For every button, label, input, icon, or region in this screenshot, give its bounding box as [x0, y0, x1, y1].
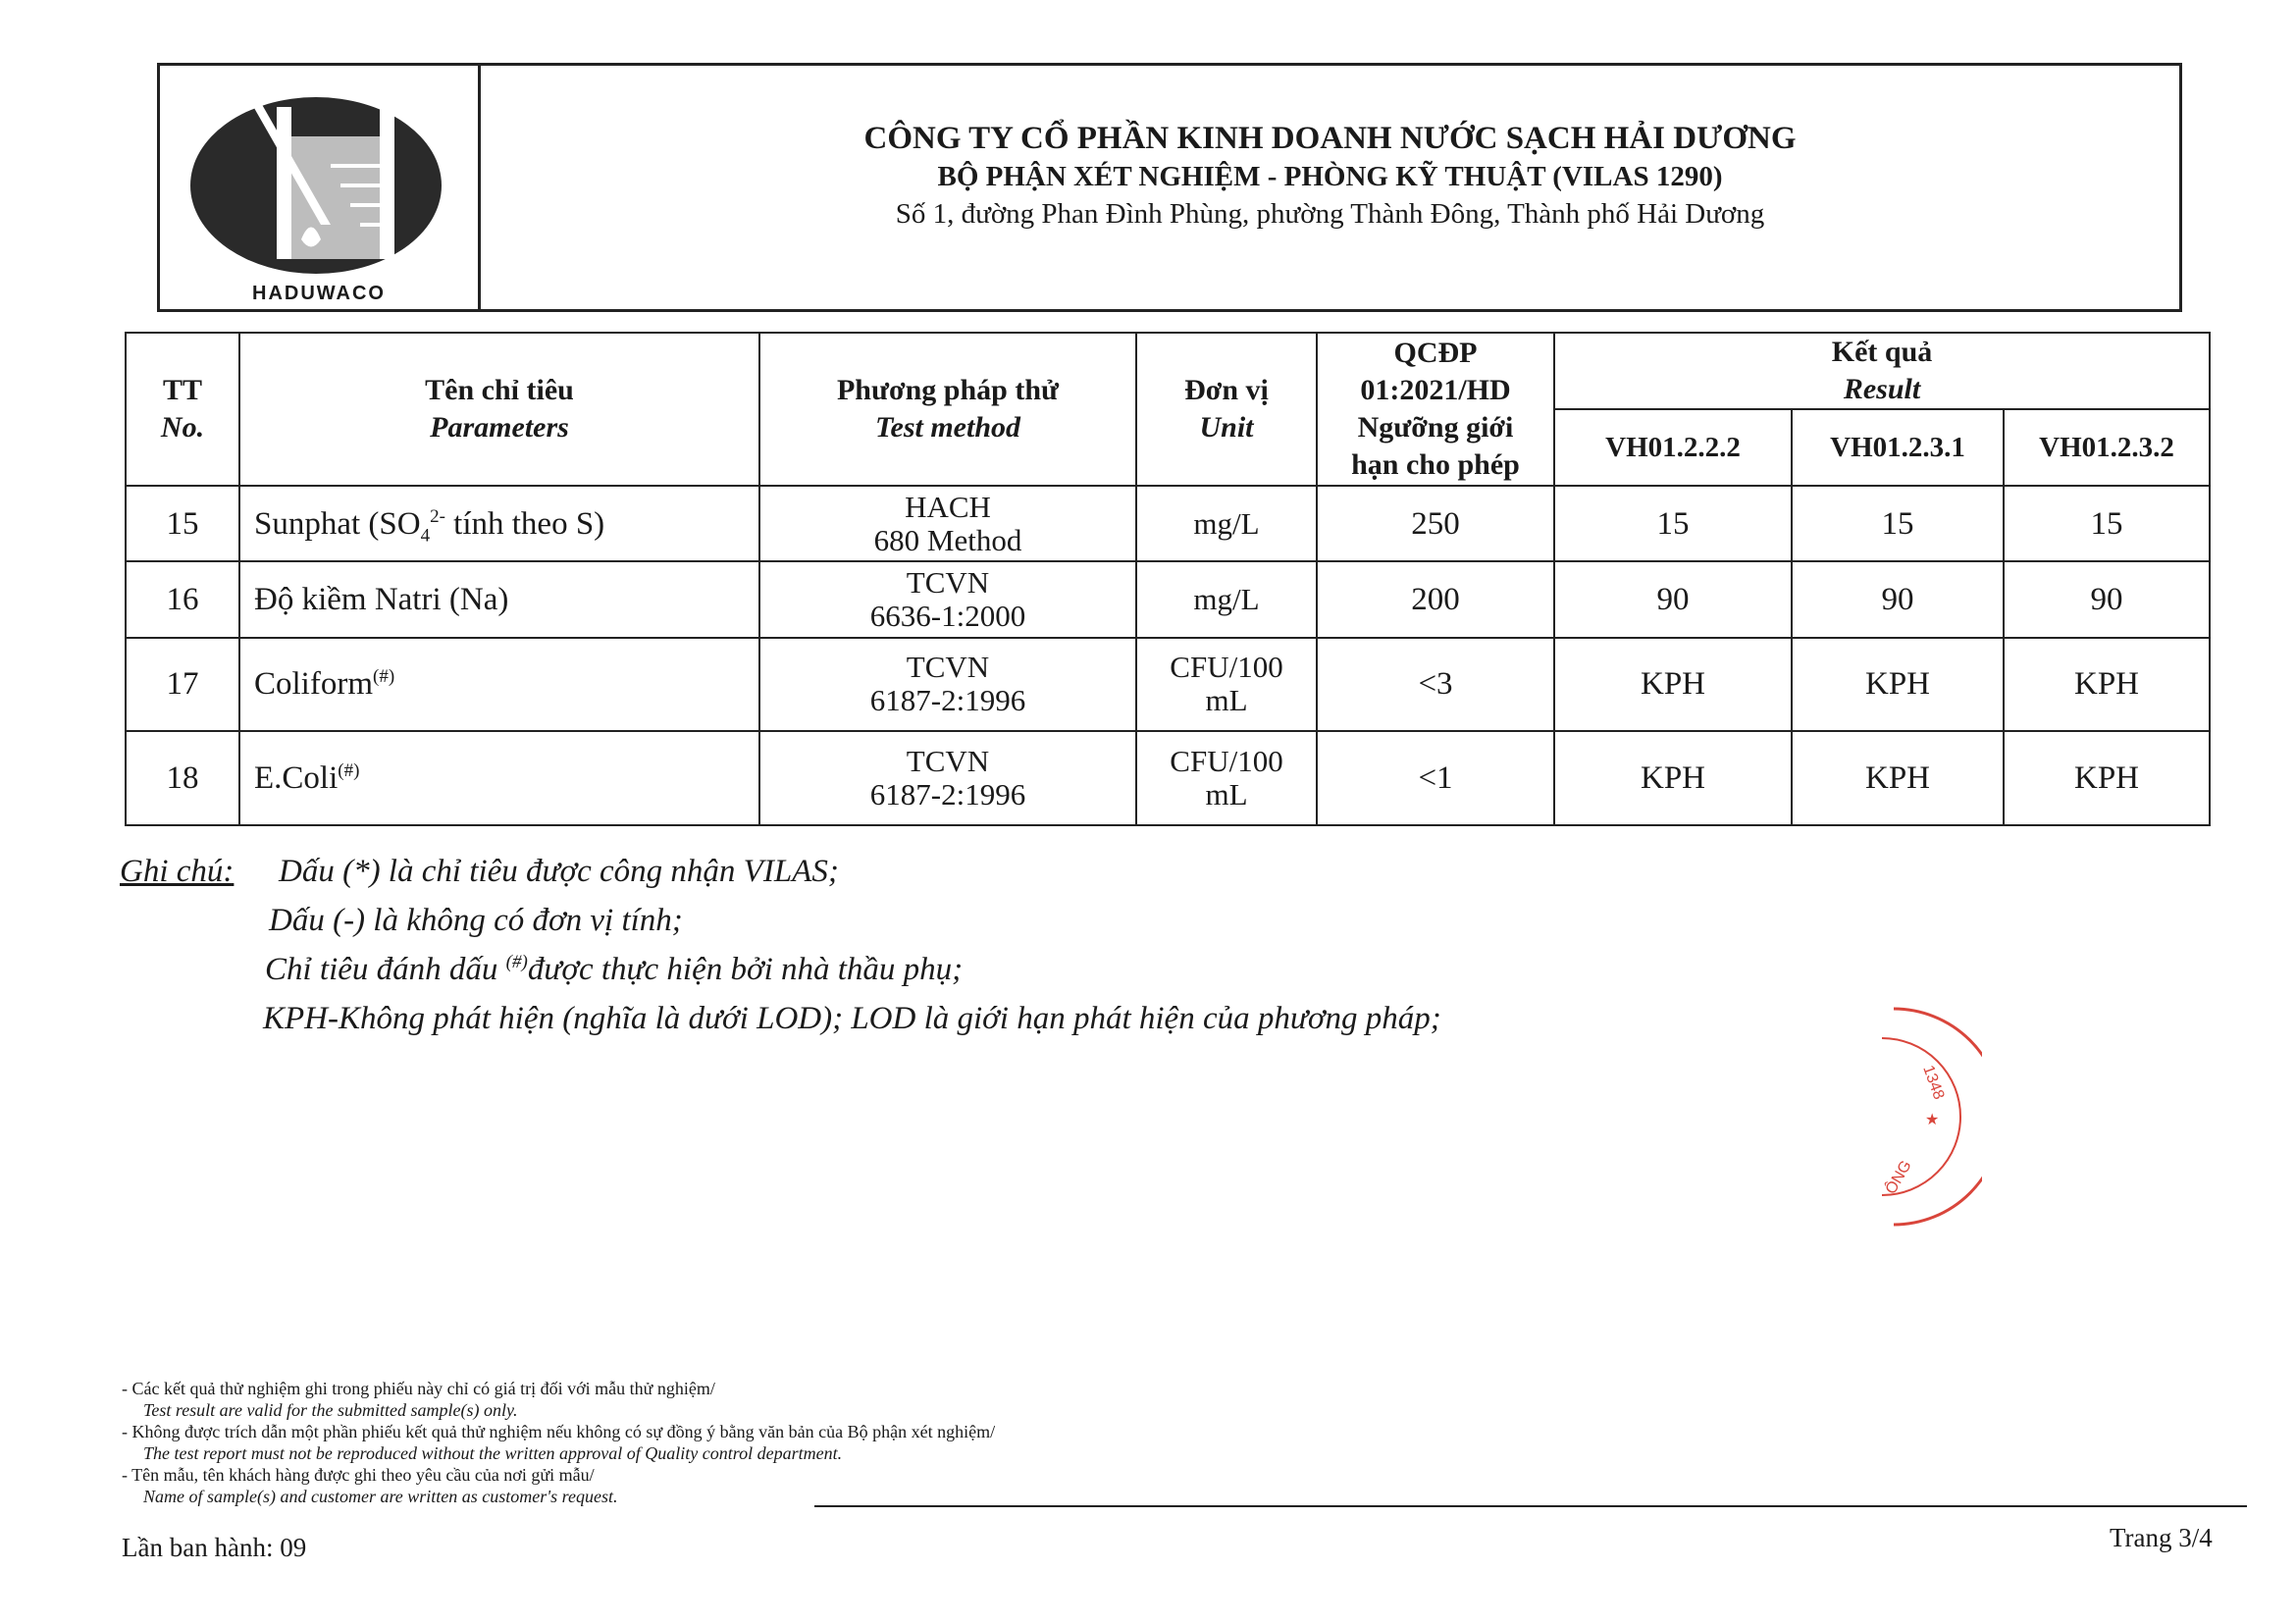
sample-code: VH01.2.3.2	[2004, 409, 2210, 486]
row-number: 18	[126, 731, 239, 825]
sample-code: VH01.2.2.2	[1554, 409, 1792, 486]
department-name: BỘ PHẬN XÉT NGHIỆM - PHÒNG KỸ THUẬT (VILAS 1290)	[937, 161, 1723, 192]
result-value: 15	[2004, 486, 2210, 561]
limit-value: <1	[1317, 731, 1554, 825]
header-test-method: Phương pháp thử Test method	[759, 333, 1136, 486]
unit: CFU/100 mL	[1136, 731, 1317, 825]
header-unit: Đơn vị Unit	[1136, 333, 1317, 486]
disclaimer-vn: - Không được trích dẫn một phần phiếu kết quả thử nghiệm nếu không có sự đồng ý bằng văn bản của Bộ phận xét nghiệm/	[122, 1422, 996, 1441]
footer-divider	[814, 1505, 2247, 1507]
results-table	[125, 332, 2211, 826]
note-line: Chỉ tiêu đánh dấu (#)được thực hiện bởi nhà thầu phụ;	[265, 952, 964, 987]
letterhead	[157, 63, 2182, 312]
sample-code: VH01.2.3.1	[1792, 409, 2004, 486]
result-value: 90	[1554, 561, 1792, 637]
table-row	[126, 561, 2210, 637]
disclaimer-en: Test result are valid for the submitted sample(s) only.	[143, 1400, 518, 1420]
result-value: KPH	[1792, 731, 2004, 825]
unit: CFU/100 mL	[1136, 638, 1317, 732]
disclaimer-en: Name of sample(s) and customer are written as customer's request.	[143, 1487, 618, 1506]
header-limit: QCĐP 01:2021/HD Ngưỡng giới hạn cho phép	[1317, 333, 1554, 486]
test-method: TCVN 6187-2:1996	[759, 731, 1136, 825]
page-number: Trang 3/4	[2110, 1523, 2213, 1552]
notes-label: Ghi chú:	[120, 854, 235, 889]
result-value: 15	[1554, 486, 1792, 561]
header-tt: TT No.	[126, 333, 239, 486]
note-line: Dấu (*) là chỉ tiêu được công nhận VILAS;	[279, 854, 839, 889]
logo-wordmark: HADUWACO	[252, 283, 386, 304]
limit-value: 250	[1317, 486, 1554, 561]
note-line: KPH-Không phát hiện (nghĩa là dưới LOD); LOD là giới hạn phát hiện của phương pháp;	[263, 1001, 1441, 1036]
official-stamp-icon	[1864, 999, 1982, 1234]
parameter-name: Coliform(#)	[239, 638, 759, 732]
haduwaco-logo-icon	[183, 78, 448, 284]
disclaimers	[122, 1378, 995, 1507]
test-method: TCVN 6636-1:2000	[759, 561, 1136, 637]
company-info	[481, 66, 2179, 309]
unit: mg/L	[1136, 486, 1317, 561]
result-value: KPH	[1554, 731, 1792, 825]
row-number: 16	[126, 561, 239, 637]
edition-number: Lần ban hành: 09	[122, 1533, 307, 1562]
stamp-star-icon: ★	[1925, 1112, 1940, 1128]
result-value: KPH	[1554, 638, 1792, 732]
table-row	[126, 731, 2210, 825]
result-value: KPH	[2004, 638, 2210, 732]
note-line: Dấu (-) là không có đơn vị tính;	[269, 903, 683, 938]
result-value: 90	[2004, 561, 2210, 637]
company-name: CÔNG TY CỔ PHẦN KINH DOANH NƯỚC SẠCH HẢI DƯƠNG	[863, 121, 1797, 156]
header-result: Kết quả Result	[1554, 333, 2210, 409]
table-row	[126, 486, 2210, 561]
company-logo	[160, 66, 481, 309]
disclaimer-en: The test report must not be reproduced without the written approval of Quality control department.	[143, 1443, 843, 1463]
disclaimer-vn: - Các kết quả thử nghiệm ghi trong phiếu này chỉ có giá trị đối với mẫu thử nghiệm/	[122, 1379, 715, 1398]
parameter-name: Sunphat ($SO_4^{2-}$ tính theo S)	[239, 486, 759, 561]
result-value: 90	[1792, 561, 2004, 637]
row-number: 15	[126, 486, 239, 561]
limit-value: 200	[1317, 561, 1554, 637]
row-number: 17	[126, 638, 239, 732]
header-parameters: Tên chỉ tiêu Parameters	[239, 333, 759, 486]
stamp-text-top: 1348	[1919, 1063, 1948, 1102]
parameter-name: E.Coli(#)	[239, 731, 759, 825]
test-method: HACH 680 Method	[759, 486, 1136, 561]
test-method: TCVN 6187-2:1996	[759, 638, 1136, 732]
result-value: 15	[1792, 486, 2004, 561]
stamp-text-bottom: ÔNG	[1882, 1157, 1915, 1197]
table-row	[126, 638, 2210, 732]
parameter-name: Độ kiềm Natri (Na)	[239, 561, 759, 637]
result-value: KPH	[2004, 731, 2210, 825]
result-value: KPH	[1792, 638, 2004, 732]
disclaimer-vn: - Tên mẫu, tên khách hàng được ghi theo yêu cầu của nơi gửi mẫu/	[122, 1465, 595, 1485]
unit: mg/L	[1136, 561, 1317, 637]
limit-value: <3	[1317, 638, 1554, 732]
company-address: Số 1, đường Phan Đình Phùng, phường Thành Đông, Thành phố Hải Dương	[895, 198, 1765, 230]
